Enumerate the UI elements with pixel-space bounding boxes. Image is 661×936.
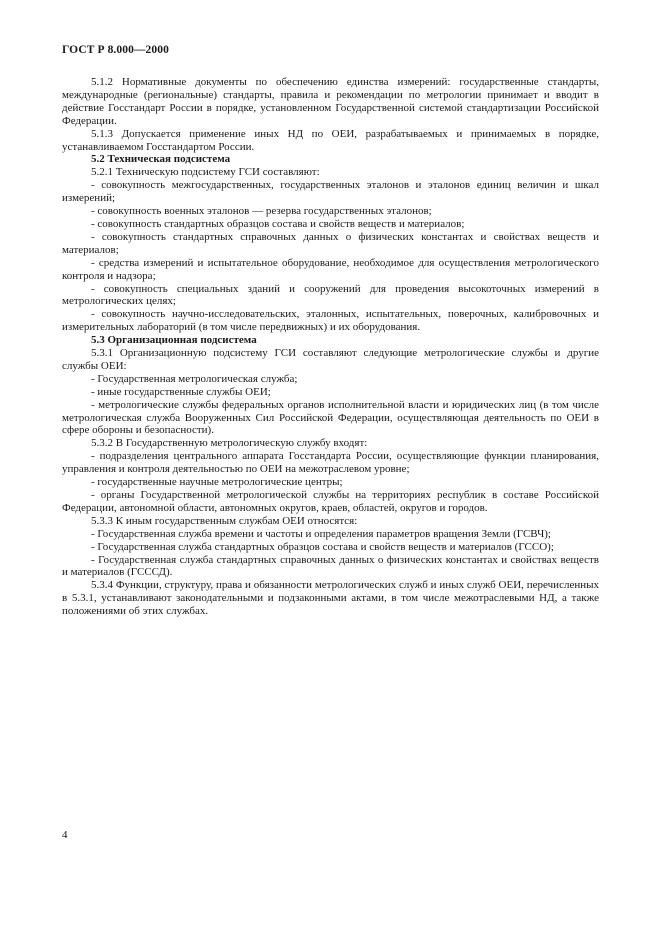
paragraph-5-3-1: 5.3.1 Организационную подсистему ГСИ составляют следующие метрологические службы и другие службы ОЕИ:	[62, 347, 599, 372]
list-item: - государственные научные метрологические центры;	[91, 476, 343, 489]
paragraph-5-1-2: 5.1.2 Нормативные документы по обеспечению единства измерений: государственные стандарты, международные (региональные) стандарты, правила и рекомендации по метрологии принимает и вводит в действие Госстандарт России в порядке, установленном Государственной системой стандартизации Российской Федерации.	[62, 76, 599, 127]
section-heading-5-3: 5.3 Организационная подсистема	[91, 334, 257, 347]
list-item: - совокупность военных эталонов — резерва государственных эталонов;	[91, 205, 432, 218]
list-item: - совокупность межгосударственных, государственных эталонов и эталонов единиц величин и шкал измерений;	[62, 179, 599, 205]
list-item: - совокупность стандартных образцов состава и свойств веществ и материалов;	[91, 217, 465, 230]
paragraph-5-3-3: 5.3.3 К иным государственным службам ОЕИ относятся:	[91, 514, 358, 527]
list-item: - совокупность научно-исследовательских, эталонных, испытательных, поверочных, калибровочных и измерительных лабораторий (в том числе передвижных) и их оборудования.	[62, 308, 599, 334]
list-item: - Государственная метрологическая служба;	[91, 372, 298, 385]
page-number: 4	[62, 829, 68, 841]
paragraph-5-2-1: 5.2.1 Техническую подсистему ГСИ составляют:	[91, 166, 320, 179]
section-heading-5-2: 5.2 Техническая подсистема	[91, 153, 231, 166]
list-item: - органы Государственной метрологической службы на территориях республик в составе Российской Федерации, автономной области, автономных округов, краев, областей, округов и городов.	[62, 489, 599, 514]
list-item: - иные государственные службы ОЕИ;	[91, 385, 271, 398]
paragraph-5-1-3: 5.1.3 Допускается применение иных НД по ОЕИ, разрабатываемых и принимаемых в порядке, устанавливаемом Госстандартом России.	[62, 127, 599, 153]
list-item: - средства измерений и испытательное оборудование, необходимое для осуществления метрологического контроля и надзора;	[62, 256, 599, 282]
paragraph-5-3-2: 5.3.2 В Государственную метрологическую службу входят:	[91, 437, 368, 450]
list-item: - Государственная служба стандартных справочных данных о физических константах и свойствах веществ и материалов (ГСССД).	[62, 553, 599, 579]
list-item: - Государственная служба времени и частоты и определения параметров вращения Земли (ГСВЧ);	[91, 527, 551, 540]
list-item: - метрологические службы федеральных органов исполнительной власти и юридических лиц (в том числе метрологическая служба Вооруженных Сил Российской Федерации, осуществляющая деятельность по ОЕИ в сфере обороны и безопасности).	[62, 398, 599, 437]
list-item: - подразделения центрального аппарата Госстандарта России, осуществляющие функции планирования, управления и контроля деятельностью по ОЕИ на межотраслевом уровне;	[62, 450, 599, 476]
list-item: - совокупность специальных зданий и сооружений для проведения высокоточных измерений в метрологических целях;	[62, 282, 599, 308]
document-body	[62, 76, 599, 618]
paragraph-5-3-4: 5.3.4 Функции, структуру, права и обязанности метрологических служб и иных служб ОЕИ, перечисленных в 5.3.1, устанавливают законодательными и подзаконными актами, в том числе межотраслевыми НД, а также положениями об этих службах.	[62, 579, 599, 618]
list-item: - совокупность стандартных справочных данных о физических константах и свойствах веществ и материалов;	[62, 230, 599, 256]
list-item: - Государственная служба стандартных образцов состава и свойств веществ и материалов (ГССО);	[91, 540, 554, 553]
document-header: ГОСТ Р 8.000—2000	[62, 44, 169, 56]
